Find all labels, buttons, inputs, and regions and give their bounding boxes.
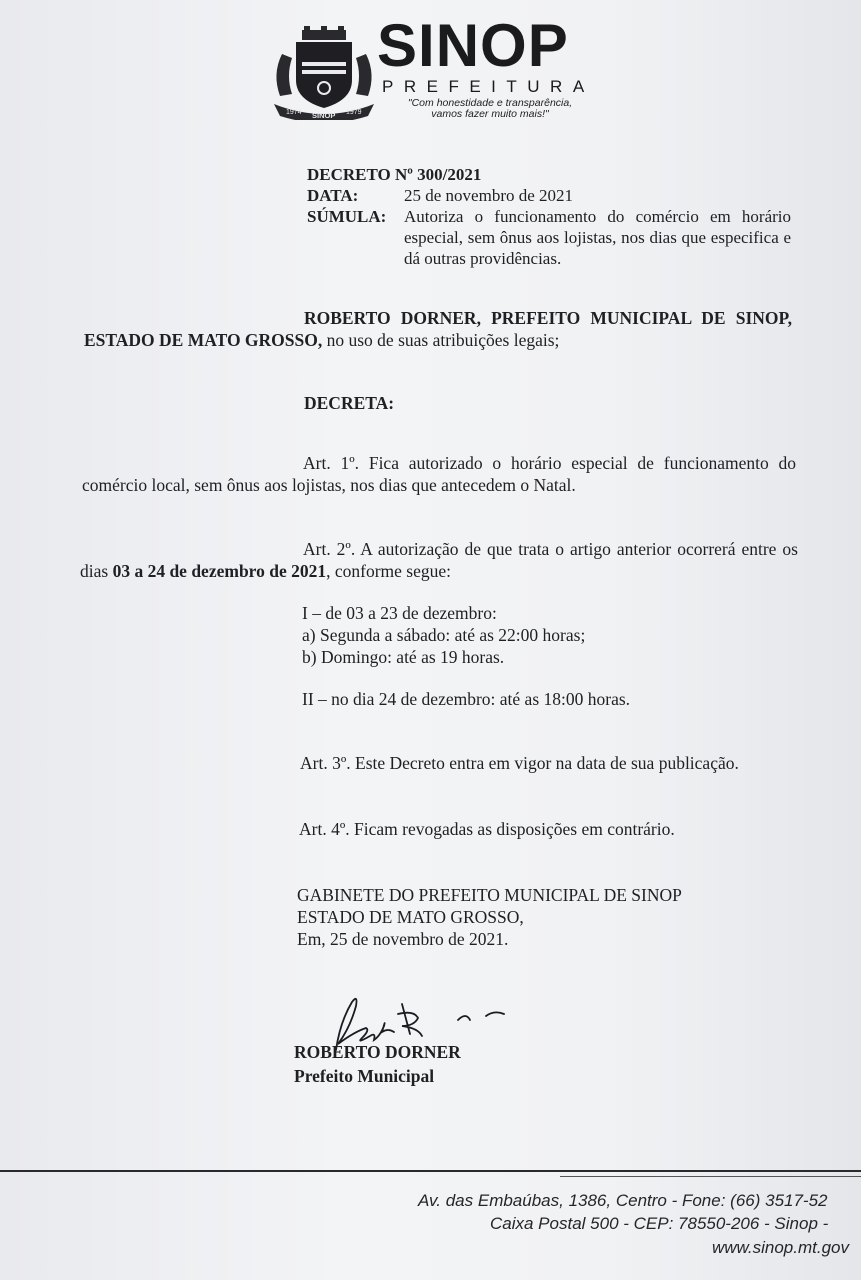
brand-name: SINOP xyxy=(377,12,569,79)
article-2: Art. 2º. A autorização de que trata o artigo anterior ocorrerá entre os dias 03 a 24 de dezembro de 2021, conforme segue: xyxy=(80,539,798,581)
brand-slogan: "Com honestidade e transparência, vamos fazer muito mais!" xyxy=(407,97,573,120)
sumula-text: Autoriza o funcionamento do comércio em horário especial, sem ônus aos lojistas, nos dias que especifica e dá outras providências. xyxy=(404,207,791,268)
brand-subtitle: PREFEITURA xyxy=(382,77,595,96)
closing-line-2: ESTADO DE MATO GROSSO, xyxy=(297,907,524,927)
decree-date: DATA: 25 de novembro de 2021 xyxy=(307,186,574,205)
article-2-item-1: I – de 03 a 23 de dezembro: xyxy=(302,603,497,623)
article-4: Art. 4º. Ficam revogadas as disposições em contrário. xyxy=(299,819,675,839)
sumula-label: SÚMULA: xyxy=(307,207,387,226)
footer-divider xyxy=(0,1170,861,1172)
closing-date: Em, 25 de novembro de 2021. xyxy=(297,929,509,949)
footer-divider-secondary xyxy=(560,1176,861,1177)
article-3: Art. 3º. Este Decreto entra em vigor na data de sua publicação. xyxy=(300,753,739,773)
preamble: ROBERTO DORNER, PREFEITO MUNICIPAL DE SINOP, ESTADO DE MATO GROSSO, no uso de suas atribuições legais; xyxy=(84,308,792,350)
svg-text:1979: 1979 xyxy=(346,109,362,116)
decree-title: DECRETO Nº 300/2021 xyxy=(307,165,482,184)
municipal-crest-logo xyxy=(272,24,376,120)
footer-address: Av. das Embaúbas, 1386, Centro - Fone: (66) 3517-52 xyxy=(418,1191,828,1210)
article-2-item-2: II – no dia 24 de dezembro: até as 18:00 horas. xyxy=(302,689,631,709)
footer-postal: Caixa Postal 500 - CEP: 78550-206 - Sinop - xyxy=(490,1214,829,1233)
svg-text:1974: 1974 xyxy=(286,109,302,116)
signatory-role: Prefeito Municipal xyxy=(294,1066,435,1086)
signatory-name: ROBERTO DORNER xyxy=(294,1042,461,1062)
article-2-item-1a: a) Segunda a sábado: até as 22:00 horas; xyxy=(302,625,586,645)
decreta-heading: DECRETA: xyxy=(304,393,395,413)
article-1: Art. 1º. Fica autorizado o horário especial de funcionamento do comércio local, sem ônus aos lojistas, nos dias que antecedem o Natal. xyxy=(82,453,796,495)
svg-text:SINOP: SINOP xyxy=(312,111,336,120)
footer-website: www.sinop.mt.gov xyxy=(712,1238,849,1257)
closing-line-1: GABINETE DO PREFEITO MUNICIPAL DE SINOP xyxy=(297,885,682,905)
article-2-item-1b: b) Domingo: até as 19 horas. xyxy=(302,647,505,667)
